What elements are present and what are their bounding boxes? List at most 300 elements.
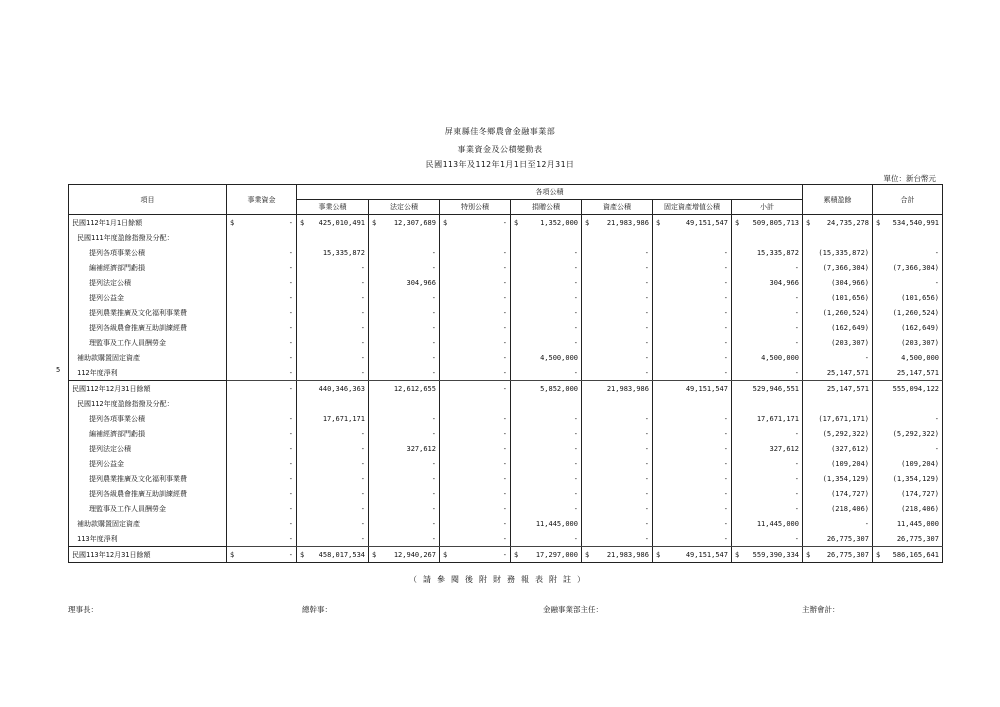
cell-value [803, 426, 873, 441]
cell-amount: 327,612 [769, 444, 799, 453]
signature-finance-director: 金融事業部主任： [543, 605, 603, 614]
cell-value [297, 516, 369, 531]
cell-value [511, 396, 582, 411]
cell-amount: - [644, 278, 649, 287]
cell-amount: - [360, 534, 365, 543]
cell-amount: 49,151,547 [685, 218, 728, 227]
cell-value [227, 335, 297, 350]
cell-value [803, 290, 873, 305]
table-row [69, 245, 943, 260]
cell-amount: - [431, 504, 436, 513]
signature-general-manager: 總幹事： [302, 605, 332, 614]
cell-value [803, 350, 873, 365]
cell-amount: 25,147,571 [826, 384, 869, 393]
cell-value [582, 501, 653, 516]
cell-value [582, 275, 653, 290]
cell-amount: - [864, 519, 869, 528]
cell-value [440, 501, 511, 516]
cell-value [511, 365, 582, 381]
cell-amount: (101,656) [901, 293, 939, 302]
cell-amount: - [288, 519, 293, 528]
row-label: 提列公益金 [69, 290, 227, 305]
cell-value [297, 305, 369, 320]
cell-value [227, 365, 297, 381]
cell-amount: - [573, 474, 578, 483]
cell-amount: - [502, 414, 507, 423]
cell-amount: - [723, 504, 728, 513]
cell-value [653, 320, 732, 335]
row-label: 提列農業推廣及文化福利事業費 [69, 305, 227, 320]
cell-amount: - [573, 489, 578, 498]
cell-amount: - [573, 278, 578, 287]
cell-value [732, 215, 803, 231]
cell-amount: - [288, 504, 293, 513]
cell-value [582, 260, 653, 275]
cell-amount: 529,946,551 [752, 384, 799, 393]
cell-amount: - [794, 504, 799, 513]
cell-amount: - [502, 308, 507, 317]
cell-amount: 327,612 [406, 444, 436, 453]
cell-amount: - [431, 474, 436, 483]
cell-value [653, 305, 732, 320]
table-row [69, 471, 943, 486]
cell-amount: (5,292,322) [892, 429, 939, 438]
cell-value [369, 365, 440, 381]
cell-amount: - [288, 384, 293, 393]
cell-amount: - [360, 444, 365, 453]
cell-value [873, 320, 943, 335]
cell-value [873, 305, 943, 320]
cell-amount: - [794, 338, 799, 347]
row-label: 提列法定公積 [69, 275, 227, 290]
row-label: 補助款購置固定資產 [69, 516, 227, 531]
cell-value [732, 471, 803, 486]
row-label: 民國112年12月31日餘額 [69, 381, 227, 397]
row-label: 提列各級農會推廣互助訓練經費 [69, 486, 227, 501]
cell-amount: - [573, 429, 578, 438]
cell-value [297, 230, 369, 245]
table-row [69, 365, 943, 381]
cell-value [653, 441, 732, 456]
cell-amount: - [502, 429, 507, 438]
row-label: 提列法定公積 [69, 441, 227, 456]
cell-amount: - [723, 323, 728, 332]
cell-value [297, 486, 369, 501]
cell-value [653, 501, 732, 516]
cell-value [297, 456, 369, 471]
cell-value [297, 215, 369, 231]
currency-symbol: $ [876, 550, 881, 559]
cell-amount: 26,775,307 [826, 534, 869, 543]
cell-amount: 21,983,986 [606, 218, 649, 227]
cell-value [369, 426, 440, 441]
cell-amount: - [723, 293, 728, 302]
cell-value [511, 471, 582, 486]
cell-amount: - [431, 323, 436, 332]
col-header-accumulated: 累積盈餘 [803, 185, 873, 215]
cell-value [873, 486, 943, 501]
cell-amount: (7,366,304) [822, 263, 869, 272]
cell-amount: - [723, 444, 728, 453]
cell-value [369, 245, 440, 260]
cell-amount: 17,671,171 [756, 414, 799, 423]
cell-value [297, 547, 369, 563]
cell-amount: - [573, 323, 578, 332]
cell-value [653, 245, 732, 260]
currency-symbol: $ [806, 550, 811, 559]
cell-amount: 21,983,986 [606, 384, 649, 393]
cell-value [511, 501, 582, 516]
cell-amount: - [502, 323, 507, 332]
cell-value [440, 486, 511, 501]
cell-value [803, 441, 873, 456]
cell-value [297, 260, 369, 275]
cell-amount: - [360, 368, 365, 377]
cell-amount: - [573, 504, 578, 513]
cell-value [582, 305, 653, 320]
cell-amount: 1,352,000 [540, 218, 578, 227]
cell-value [653, 411, 732, 426]
cell-value [582, 320, 653, 335]
cell-value [803, 456, 873, 471]
cell-amount: - [502, 263, 507, 272]
cell-value [653, 547, 732, 563]
cell-amount: 5,852,000 [540, 384, 578, 393]
cell-value [582, 456, 653, 471]
cell-amount: - [502, 459, 507, 468]
cell-value [511, 230, 582, 245]
cell-value [440, 245, 511, 260]
currency-symbol: $ [806, 218, 811, 227]
cell-value [582, 411, 653, 426]
cell-value [582, 531, 653, 547]
cell-amount: 25,147,571 [896, 368, 939, 377]
cell-value [873, 381, 943, 397]
cell-value [297, 441, 369, 456]
cell-amount: - [360, 338, 365, 347]
table-row [69, 547, 943, 563]
cell-value [440, 260, 511, 275]
cell-value [653, 516, 732, 531]
cell-value [873, 335, 943, 350]
cell-value [803, 275, 873, 290]
cell-value [297, 335, 369, 350]
cell-value [440, 547, 511, 563]
row-label: 提列農業推廣及文化福利事業費 [69, 471, 227, 486]
table-row [69, 290, 943, 305]
cell-amount: - [502, 534, 507, 543]
cell-amount: 12,612,655 [393, 384, 436, 393]
cell-value [369, 350, 440, 365]
cell-amount: - [502, 218, 507, 227]
cell-value [440, 441, 511, 456]
cell-value [732, 381, 803, 397]
cell-value [732, 411, 803, 426]
cell-amount: (1,260,524) [822, 308, 869, 317]
cell-amount: - [502, 384, 507, 393]
cell-amount: (162,649) [831, 323, 869, 332]
cell-value [582, 396, 653, 411]
cell-value [297, 245, 369, 260]
cell-value [653, 275, 732, 290]
cell-value [227, 531, 297, 547]
cell-value [511, 486, 582, 501]
cell-value [227, 350, 297, 365]
cell-value [227, 516, 297, 531]
cell-value [582, 486, 653, 501]
cell-value [582, 350, 653, 365]
cell-value [653, 471, 732, 486]
cell-amount: - [288, 459, 293, 468]
cell-value [227, 275, 297, 290]
cell-amount: - [431, 519, 436, 528]
cell-amount: - [644, 293, 649, 302]
cell-value [732, 290, 803, 305]
cell-amount: 440,346,363 [318, 384, 365, 393]
cell-amount: - [288, 353, 293, 362]
cell-value [873, 547, 943, 563]
table-row [69, 396, 943, 411]
row-label: 112年度淨利 [69, 365, 227, 381]
cell-value [873, 230, 943, 245]
cell-value [511, 260, 582, 275]
cell-amount: - [288, 444, 293, 453]
cell-amount: - [644, 263, 649, 272]
cell-amount: - [360, 308, 365, 317]
cell-value [803, 396, 873, 411]
currency-symbol: $ [514, 550, 519, 559]
row-label: 民國111年度盈餘指撥及分配： [69, 230, 227, 245]
cell-amount: - [644, 474, 649, 483]
cell-value [440, 381, 511, 397]
col-header-reserves-group: 各項公積 [297, 185, 803, 200]
cell-amount: - [864, 353, 869, 362]
cell-amount: (203,307) [901, 338, 939, 347]
cell-amount: (109,204) [901, 459, 939, 468]
cell-amount: - [644, 429, 649, 438]
cell-amount: - [431, 263, 436, 272]
report-title: 事業資金及公積變動表 [457, 145, 543, 154]
cell-amount: 26,775,307 [826, 550, 869, 559]
cell-value [227, 486, 297, 501]
cell-value [369, 320, 440, 335]
row-label: 補助款購置固定資產 [69, 350, 227, 365]
cell-value [511, 335, 582, 350]
cell-value [803, 547, 873, 563]
cell-value [732, 335, 803, 350]
cell-amount: (15,335,872) [818, 248, 869, 257]
cell-value [582, 215, 653, 231]
cell-value [732, 501, 803, 516]
cell-amount: - [431, 429, 436, 438]
cell-value [297, 365, 369, 381]
cell-amount: - [794, 293, 799, 302]
table-row [69, 215, 943, 231]
cell-amount: (218,406) [901, 504, 939, 513]
cell-value [582, 471, 653, 486]
cell-value [511, 531, 582, 547]
cell-amount: - [288, 308, 293, 317]
cell-value [582, 365, 653, 381]
cell-value [653, 350, 732, 365]
table-row [69, 441, 943, 456]
cell-amount: - [502, 293, 507, 302]
cell-value [440, 320, 511, 335]
cell-value [732, 486, 803, 501]
signature-accountant: 主辦會計： [802, 605, 840, 614]
cell-value [732, 531, 803, 547]
cell-value [297, 350, 369, 365]
cell-value [803, 305, 873, 320]
cell-value [227, 411, 297, 426]
cell-value [369, 531, 440, 547]
cell-amount: - [431, 534, 436, 543]
cell-value [511, 411, 582, 426]
cell-amount: 12,307,689 [393, 218, 436, 227]
cell-value [511, 350, 582, 365]
cell-amount: (1,354,129) [822, 474, 869, 483]
cell-value [873, 260, 943, 275]
cell-amount: 425,010,491 [318, 218, 365, 227]
cell-amount: - [723, 308, 728, 317]
cell-value [803, 365, 873, 381]
cell-value [732, 396, 803, 411]
cell-value [440, 305, 511, 320]
cell-value [582, 516, 653, 531]
cell-value [653, 365, 732, 381]
cell-amount: - [723, 368, 728, 377]
cell-amount: - [288, 323, 293, 332]
cell-amount: - [934, 414, 939, 423]
cell-value [873, 441, 943, 456]
cell-value [440, 275, 511, 290]
cell-amount: (162,649) [901, 323, 939, 332]
cell-amount: - [288, 263, 293, 272]
cell-amount: (1,260,524) [892, 308, 939, 317]
cell-value [369, 516, 440, 531]
cell-value [653, 396, 732, 411]
cell-value [873, 396, 943, 411]
cell-value [369, 547, 440, 563]
cell-value [227, 396, 297, 411]
cell-amount: - [502, 278, 507, 287]
cell-value [511, 516, 582, 531]
cell-amount: - [360, 323, 365, 332]
cell-amount: 4,500,000 [540, 353, 578, 362]
cell-value [803, 411, 873, 426]
cell-amount: - [723, 459, 728, 468]
cell-value [440, 290, 511, 305]
cell-value [440, 516, 511, 531]
cell-amount: - [288, 338, 293, 347]
cell-value [653, 290, 732, 305]
cell-value [297, 290, 369, 305]
table-row [69, 381, 943, 397]
cell-amount: - [502, 550, 507, 559]
col-header-subtotal: 小計 [732, 200, 803, 215]
cell-value [732, 245, 803, 260]
cell-amount: - [794, 368, 799, 377]
cell-amount: 21,983,986 [606, 550, 649, 559]
cell-value [582, 441, 653, 456]
cell-amount: - [502, 248, 507, 257]
currency-symbol: $ [443, 550, 448, 559]
cell-amount: - [644, 308, 649, 317]
equity-changes-table [68, 184, 943, 563]
row-label: 理監事及工作人員酬勞金 [69, 501, 227, 516]
cell-amount: - [502, 489, 507, 498]
cell-amount: - [723, 429, 728, 438]
cell-value [732, 260, 803, 275]
cell-value [369, 396, 440, 411]
cell-amount: - [723, 489, 728, 498]
currency-symbol: $ [876, 218, 881, 227]
cell-value [873, 275, 943, 290]
cell-amount: - [502, 504, 507, 513]
cell-value [369, 441, 440, 456]
cell-value [803, 501, 873, 516]
cell-amount: - [644, 519, 649, 528]
cell-amount: - [360, 474, 365, 483]
cell-amount: - [794, 263, 799, 272]
cell-amount: - [934, 248, 939, 257]
cell-value [369, 305, 440, 320]
cell-amount: (174,727) [831, 489, 869, 498]
cell-amount: - [360, 278, 365, 287]
table-row [69, 531, 943, 547]
cell-amount: - [360, 263, 365, 272]
cell-amount: - [644, 444, 649, 453]
cell-amount: (327,612) [831, 444, 869, 453]
cell-value [369, 275, 440, 290]
currency-symbol: $ [230, 218, 235, 227]
cell-value [653, 215, 732, 231]
cell-amount: - [431, 308, 436, 317]
cell-value [511, 305, 582, 320]
table-row [69, 501, 943, 516]
cell-amount: - [794, 474, 799, 483]
report-period: 民國113年及112年1月1日至12月31日 [425, 160, 575, 169]
col-header-donation: 捐贈公積 [511, 200, 582, 215]
cell-value [297, 275, 369, 290]
cell-amount: (109,204) [831, 459, 869, 468]
row-label: 提列各項事業公積 [69, 411, 227, 426]
cell-value [511, 215, 582, 231]
cell-amount: - [723, 263, 728, 272]
cell-value [227, 290, 297, 305]
cell-amount: - [360, 353, 365, 362]
cell-amount: - [431, 489, 436, 498]
cell-value [873, 290, 943, 305]
table-row [69, 516, 943, 531]
row-label: 理監事及工作人員酬勞金 [69, 335, 227, 350]
cell-amount: - [573, 293, 578, 302]
row-label: 提列各項事業公積 [69, 245, 227, 260]
currency-symbol: $ [585, 218, 590, 227]
col-header-revaluation: 固定資產增值公積 [653, 200, 732, 215]
cell-value [440, 350, 511, 365]
currency-symbol: $ [372, 218, 377, 227]
cell-value [511, 245, 582, 260]
cell-value [582, 547, 653, 563]
cell-amount: - [723, 338, 728, 347]
cell-value [511, 381, 582, 397]
cell-amount: (218,406) [831, 504, 869, 513]
cell-value [297, 471, 369, 486]
cell-value [297, 411, 369, 426]
cell-value [369, 260, 440, 275]
cell-value [511, 547, 582, 563]
